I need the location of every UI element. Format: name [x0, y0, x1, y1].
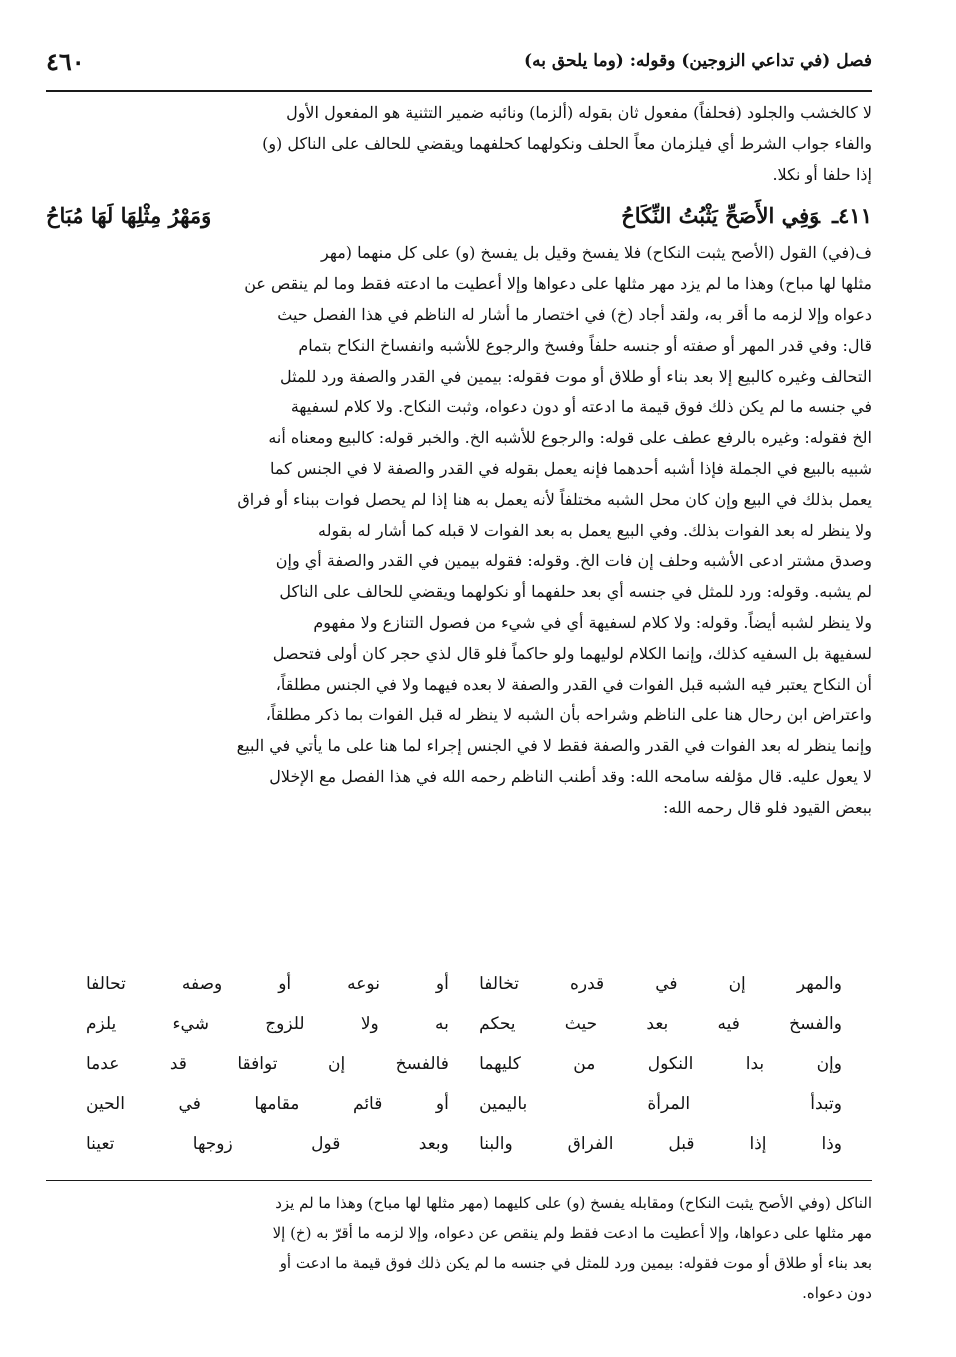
text-line: ولا ينظر لشبه أيضاً. وقوله: ولا كلام لسفيهة أي في شيء من فصول التنازع ولا مفهوم — [313, 612, 872, 632]
text-line: التحالف وغيره كالبيع إلا بعد بناء أو طلاق أو موت فقوله: بيمين في القدر والصفة ورد للمثل — [279, 366, 872, 386]
text-line: لم يشبه. وقوله: ورد للمثل في جنسه أي بعد حلفهما أو نكولهما ويقضي للحالف على الناكل — [279, 582, 872, 602]
text-line: في جنسه ما لم يكن ذلك فوق قيمة ما ادعته أو دون دعواه، وثبت النكاح. ولا كلام لسفيهة — [290, 397, 872, 417]
text-line: وصدق مشتر ادعى الأشبه وحلف إن فات الخ. وقوله: فقوله بيمين في القدر والصفة أي وإن — [275, 551, 872, 571]
poem-right-hemistich: وذا إذا قبل الفراق والبنا — [479, 1134, 842, 1154]
header-divider — [46, 90, 872, 92]
poem-verse — [86, 1044, 842, 1084]
text-line: أن النكاح يعتبر فيه الشبه قبل الفوات في القدر والصفة لا بعده فيهما ولا في الجنس مطلقاً، — [275, 674, 872, 694]
footnote-line: مهر مثلها على دعواها، وإلا أعطيت ما ادعت فقط ولم ينقص عن دعواه، وإلا لزمه ما أقرّ به (خ) إلا — [272, 1224, 872, 1242]
footnote — [46, 1188, 872, 1308]
text-line: شبيه بالبيع في الجملة فإذا أشبه أحدهما فإنه يعمل بقوله في القدر والصفة لا في الجنس كما — [270, 458, 872, 478]
verse-second-hemistich: وَمَهْرُ مِثْلِهَا لَهَا مُبَاحُ — [46, 203, 212, 229]
page-header — [46, 36, 872, 86]
verse-number: ٤١١ـ — [832, 203, 872, 229]
poem-right-hemistich: والفسخ فيه بعد حيث يحكم — [479, 1014, 842, 1034]
poem-left-hemistich: به ولا للزوج شيء يلزم — [86, 1014, 449, 1034]
text-line: مثلها لها مباح) وهذا ما لم يزد مهر مثلها على دعواها وإلا أعطيت ما ادعته فقط وما لم ينقص عن — [244, 274, 872, 294]
verse-heading — [46, 196, 872, 236]
poem-right-hemistich: والمهر إن في قدره تخالفا — [479, 974, 842, 994]
poem-verse — [86, 1004, 842, 1044]
text-line: وإنما ينظر له بعد الفوات في القدر والصفة فقط لا في الجنس إجراء لما هنا على ما يأتي في البيع — [236, 736, 872, 756]
poem-verse — [86, 964, 842, 1004]
footnote-line: بعد بناء أو طلاق أو موت فقوله: بيمين ورد للمثل في جنسه ما لم يكن ذلك فوق قيمة ما ادعت أو — [279, 1254, 872, 1272]
text-line: ببعض القيود فلو قال رحمه الله: — [662, 797, 872, 817]
text-line: لا يعول عليه. قال مؤلفه سامحه الله: وقد أطنب الناظم رحمه الله في هذا الفصل مع الإخلال — [269, 766, 872, 786]
page-number: ٤٦٠ — [46, 46, 85, 76]
running-title: فصل (في تداعي الزوجين) وقوله: (وما يلحق به) — [524, 51, 872, 71]
book-page — [46, 36, 872, 1336]
text-line: ف(في) القول (الأصح يثبت النكاح) فلا يفسخ وقيل بل يفسخ (و) على كل منهما (مهر — [321, 243, 872, 263]
poem-left-hemistich: أو نوعه أو وصفه تحالفا — [86, 974, 449, 994]
footnote-line: الناكل (وفي الأصح يثبت النكاح) ومقابله يفسخ (و) على كليهما (مهر مثلها لها مباح) وهذا ما لم يزد — [275, 1194, 872, 1212]
text-line: دعواه وإلا لزمه ما أقر به، ولقد أجاد (خ) في اختصار ما أشار له الناظم في هذا الفصل حيث — [277, 304, 872, 324]
poem-block — [86, 964, 842, 1164]
poem-left-hemistich: وبعد قول زوجها تعينا — [86, 1134, 449, 1154]
poem-verse — [86, 1084, 842, 1124]
text-line: الخ فقوله: وغيره بالرفع عطف على قوله: والرجوع للأشبه الخ. والخبر قوله: كالبيع ومعناه أنه — [268, 428, 872, 448]
text-line: لسفيهة بل السفيه كذلك، وإنما الكلام لوليهما ولو حاكماً فلو قال لذي حجر كان أولى فتحصل — [272, 643, 872, 663]
poem-right-hemistich: وتبدأ المرأة باليمين — [479, 1094, 842, 1114]
verse-first-text: وَفِي الأَصَحِّ يَثْبُتُ النِّكَاحُ — [621, 203, 820, 229]
text-line: والفاء جواب الشرط أي فيلزمان معاً الحلف ونكولهما كحلفهما ويقضي للحالف على الناكل (و) — [262, 133, 872, 153]
poem-left-hemistich: فالفسخ إن توافقا قد عدما — [86, 1054, 449, 1074]
footnote-divider — [46, 1180, 872, 1181]
poem-right-hemistich: وإن بدا النكول من كليهما — [479, 1054, 842, 1074]
text-line: يعمل بذلك في البيع وإن كان محل الشبه مختلفاً لأنه يعمل به هنا إذا لم يحصل فوات ببناء أو فراق — [237, 489, 872, 509]
text-line: لا كالخشب والجلود (فحلفاً) مفعول ثان بقوله (ألزما) ونائبه ضمير التثنية هو المفعول الأول — [286, 103, 872, 122]
verse-first-hemistich — [621, 196, 872, 236]
text-line: واعتراض ابن رحال هنا على الناظم وشراحه بأن الشبه لا ينظر له قبل الفوات بما ذكر مطلقاً، — [265, 705, 872, 725]
poem-verse — [86, 1124, 842, 1164]
main-text — [46, 98, 872, 824]
poem-left-hemistich: أو قائم مقامها في الحين — [86, 1094, 449, 1114]
text-line: ولا ينظر له بعد الفوات بذلك. وفي البيع يعمل به بعد الفوات لا قبله كما أشار له بقوله — [318, 520, 872, 540]
text-line: إذا حلفا أو نكلا. — [772, 164, 872, 184]
footnote-line: دون دعواه. — [802, 1284, 872, 1302]
text-line: قال: وفي قدر المهر أو صفته أو جنسه حلفاً وفسخ والرجوع للأشبه وانفساخ النكاح بتمام — [298, 335, 872, 355]
